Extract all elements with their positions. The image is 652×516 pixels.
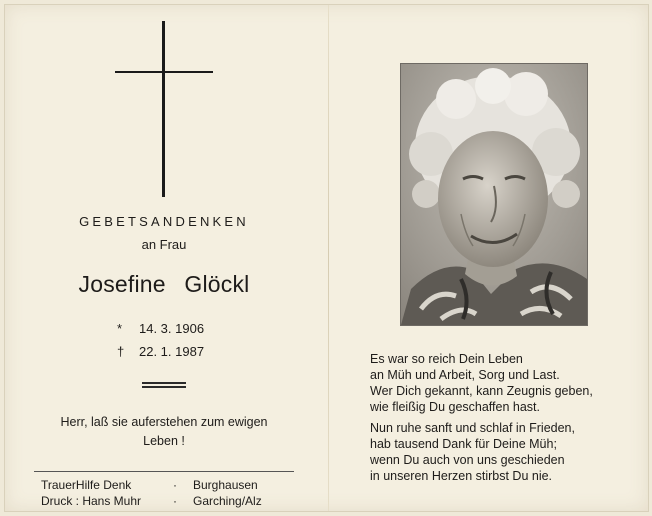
- separator-dot: ·: [173, 494, 177, 508]
- printer-town: Burghausen: [193, 478, 258, 492]
- poem-line: wenn Du auch von uns geschieden: [370, 453, 565, 467]
- printer-rule: [34, 471, 294, 472]
- printer-line: [41, 494, 262, 508]
- printer-name: Druck : Hans Muhr: [41, 494, 142, 508]
- death-line: [117, 344, 204, 359]
- poem-line: hab tausend Dank für Deine Müh;: [370, 437, 557, 451]
- cross-icon: [115, 21, 213, 197]
- poem-stanza-1: [370, 351, 593, 415]
- card-heading: GEBETSANDENKEN: [79, 214, 249, 229]
- prayer-line: Herr, laß sie auferstehen zum ewigen: [60, 415, 268, 429]
- poem-stanza-2: [370, 420, 575, 484]
- poem-line: Es war so reich Dein Leben: [370, 352, 523, 366]
- birth-line: [117, 321, 204, 336]
- prayer: [33, 413, 295, 451]
- deceased-name: Josefine Glöckl: [78, 271, 250, 297]
- printer-name: TrauerHilfe Denk: [41, 478, 132, 492]
- poem-line: Nun ruhe sanft und schlaf in Frieden,: [370, 421, 575, 435]
- poem-line: Wer Dich gekannt, kann Zeugnis geben,: [370, 384, 593, 398]
- death-date: 22. 1. 1987: [139, 344, 205, 359]
- memorial-card: [4, 4, 649, 512]
- death-symbol: †: [117, 344, 125, 359]
- birth-symbol: *: [117, 321, 123, 336]
- prayer-line: Leben !: [143, 434, 185, 448]
- separator-dot: ·: [173, 478, 177, 492]
- printer-line: [41, 478, 258, 492]
- poem-line: in unseren Herzen stirbst Du nie.: [370, 469, 553, 483]
- printer-town: Garching/Alz: [193, 494, 262, 508]
- birth-date: 14. 3. 1906: [139, 321, 205, 336]
- poem-line: an Müh und Arbeit, Sorg und Last.: [370, 368, 560, 382]
- card-fold: [328, 5, 329, 511]
- salutation: an Frau: [141, 237, 187, 252]
- poem-line: wie fleißig Du geschaffen hast.: [370, 400, 541, 414]
- portrait-photo: [400, 63, 588, 326]
- double-rule-divider: [142, 382, 186, 389]
